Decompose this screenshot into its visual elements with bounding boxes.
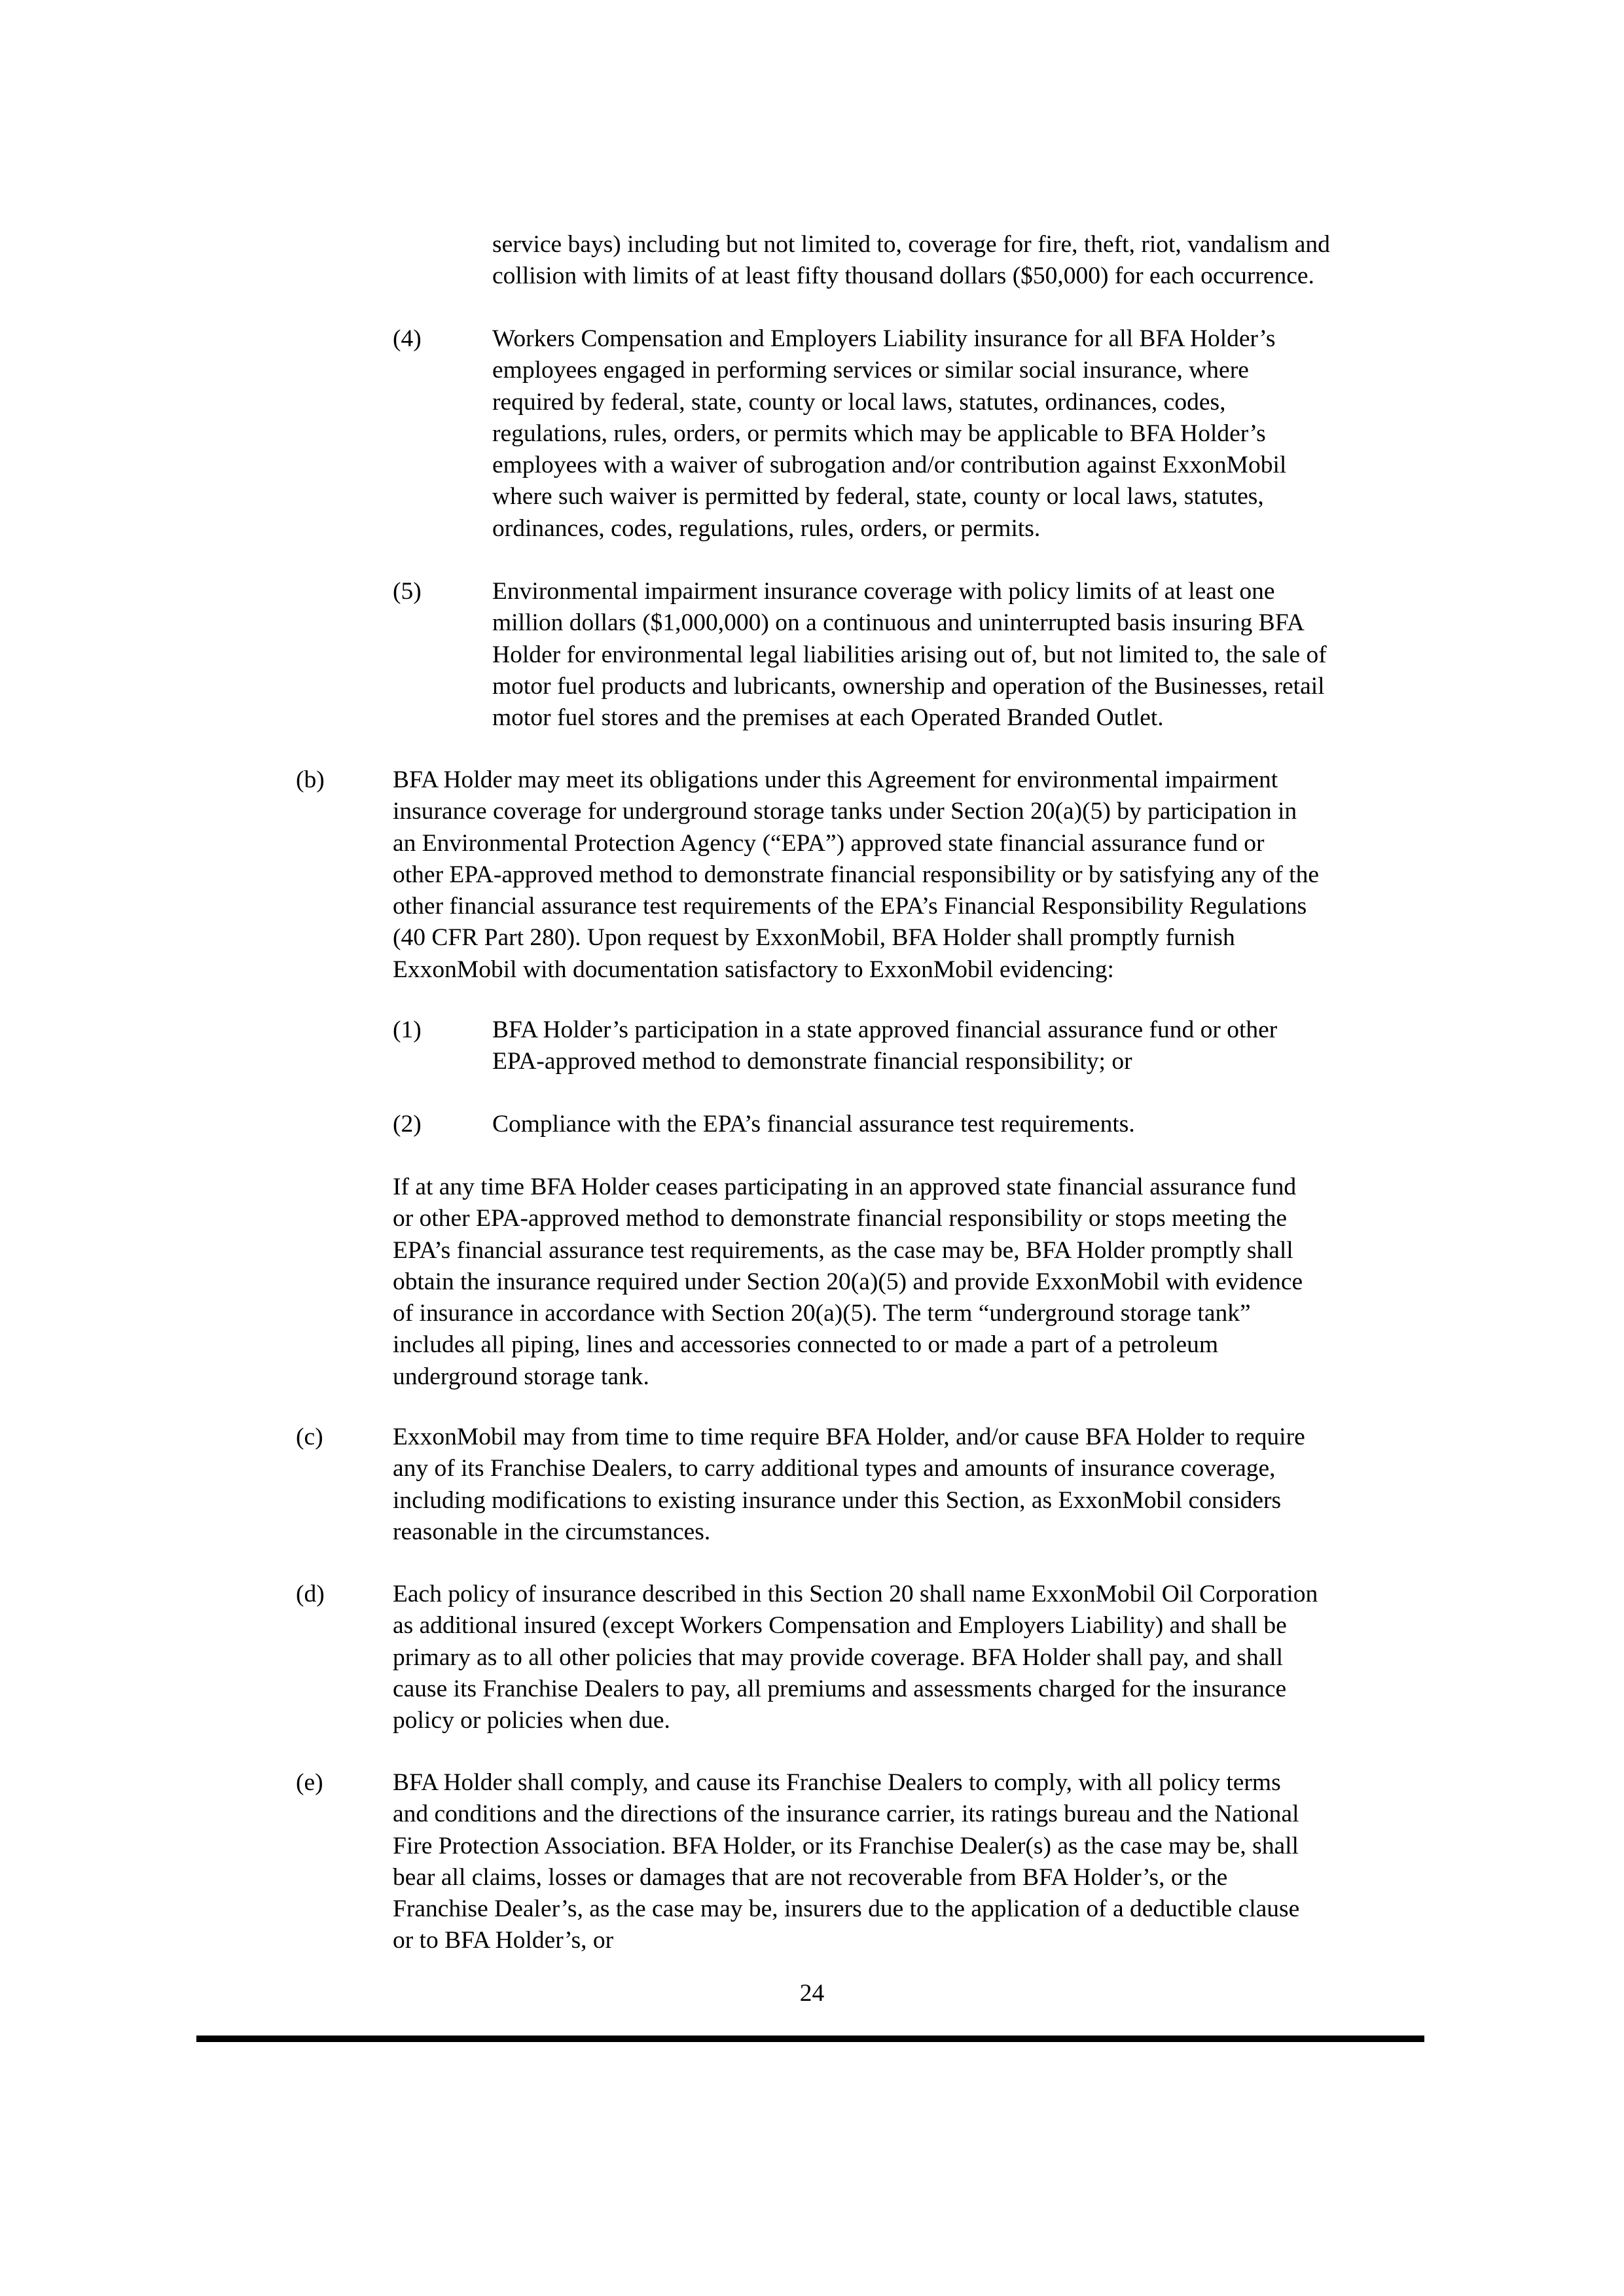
text-line: other EPA-approved method to demonstrate financial responsibility or by satisfying any of the [393,861,1319,888]
text-line: collision with limits of at least fifty thousand dollars ($50,000) for each occurrence. [492,262,1314,290]
text-line: employees engaged in performing services or similar social insurance, where [492,357,1249,384]
text-line: ExxonMobil may from time to time require BFA Holder, and/or cause BFA Holder to require [393,1424,1305,1450]
section-b-sub-2-paragraph [492,1109,1135,1140]
section-b-label: (b) [296,766,325,793]
text-line: policy or policies when due. [393,1707,670,1734]
text-line: includes all piping, lines and accessories connected to or made a part of a petroleum [393,1331,1219,1359]
text-line: Each policy of insurance described in this Section 20 shall name ExxonMobil Oil Corporation [393,1581,1318,1607]
section-d-label: (d) [296,1581,325,1607]
text-line: of insurance in accordance with Section 20(a)(5). The term “underground storage tank” [393,1300,1251,1327]
section-c-label: (c) [296,1424,323,1450]
text-line: required by federal, state, county or local laws, statutes, ordinances, codes, [492,388,1226,416]
text-line: BFA Holder shall comply, and cause its Franchise Dealers to comply, with all policy terms [393,1769,1281,1796]
text-line: Franchise Dealer’s, as the case may be, insurers due to the application of a deductible clause [393,1895,1300,1923]
text-line: BFA Holder’s participation in a state approved financial assurance fund or other [492,1016,1278,1043]
text-line: or to BFA Holder’s, or [393,1927,614,1954]
section-b-sub-2-label: (2) [393,1111,422,1138]
text-line: insurance coverage for underground storage tanks under Section 20(a)(5) by participation in [393,798,1297,825]
section-b-closing-paragraph [393,1172,1303,1393]
text-line: motor fuel products and lubricants, ownership and operation of the Businesses, retail [492,672,1325,700]
text-line: million dollars ($1,000,000) on a continuous and uninterrupted basis insuring BFA [492,609,1305,637]
text-line: and conditions and the directions of the insurance carrier, its ratings bureau and the National [393,1801,1299,1828]
item-5-paragraph [492,576,1327,734]
item-4-label: (4) [393,325,422,352]
text-line: Compliance with the EPA’s financial assurance test requirements. [492,1111,1135,1138]
section-b-sub-1-paragraph [492,1014,1277,1078]
section-c-paragraph [393,1422,1305,1548]
text-line: ordinances, codes, regulations, rules, orders, or permits. [492,514,1041,542]
text-line: or other EPA-approved method to demonstrate financial responsibility or stops meeting the [393,1205,1288,1232]
text-line: an Environmental Protection Agency (“EPA”) approved state financial assurance fund or [393,829,1265,857]
section-b-paragraph [393,764,1319,986]
text-line: employees with a waiver of subrogation and/or contribution against ExxonMobil [492,452,1287,479]
text-line: any of its Franchise Dealers, to carry additional types and amounts of insurance coverage, [393,1455,1276,1482]
text-line: as additional insured (except Workers Compensation and Employers Liability) and shall be [393,1612,1287,1640]
item-4-paragraph [492,323,1286,545]
text-line: regulations, rules, orders, or permits which may be applicable to BFA Holder’s [492,420,1266,447]
text-line: primary as to all other policies that may provide coverage. BFA Holder shall pay, and shall [393,1643,1284,1671]
section-d-paragraph [393,1579,1318,1736]
text-line: underground storage tank. [393,1363,649,1390]
footer-rule [196,2036,1424,2042]
item-5-label: (5) [393,578,422,605]
text-line: obtain the insurance required under Section 20(a)(5) and provide ExxonMobil with evidence [393,1268,1303,1295]
continuation-paragraph [492,229,1330,293]
section-e-label: (e) [296,1769,323,1796]
text-line: Workers Compensation and Employers Liability insurance for all BFA Holder’s [492,325,1276,352]
text-line: EPA’s financial assurance test requirements, as the case may be, BFA Holder promptly shall [393,1236,1293,1264]
text-line: reasonable in the circumstances. [393,1518,711,1545]
text-line: ExxonMobil with documentation satisfactory to ExxonMobil evidencing: [393,956,1114,983]
text-line: EPA-approved method to demonstrate financial responsibility; or [492,1048,1132,1075]
section-b-sub-1-label: (1) [393,1016,422,1043]
text-line: If at any time BFA Holder ceases participating in an approved state financial assurance fund [393,1174,1297,1200]
page-number: 24 [799,1980,825,2007]
text-line: (40 CFR Part 280). Upon request by ExxonMobil, BFA Holder shall promptly furnish [393,924,1235,952]
text-line: motor fuel stores and the premises at each Operated Branded Outlet. [492,704,1164,732]
text-line: service bays) including but not limited to, coverage for fire, theft, riot, vandalism and [492,231,1330,258]
text-line: Environmental impairment insurance coverage with policy limits of at least one [492,578,1275,605]
text-line: BFA Holder may meet its obligations under this Agreement for environmental impairment [393,766,1278,793]
text-line: including modifications to existing insurance under this Section, as ExxonMobil considers [393,1486,1282,1514]
text-line: Holder for environmental legal liabilities arising out of, but not limited to, the sale of [492,641,1327,668]
text-line: other financial assurance test requirements of the EPA’s Financial Responsibility Regulations [393,893,1307,920]
text-line: Fire Protection Association. BFA Holder, or its Franchise Dealer(s) as the case may be, shall [393,1832,1299,1859]
section-e-paragraph [393,1767,1299,1957]
text-line: where such waiver is permitted by federal, state, county or local laws, statutes, [492,483,1264,511]
text-line: cause its Franchise Dealers to pay, all premiums and assessments charged for the insurance [393,1675,1287,1702]
text-line: bear all claims, losses or damages that are not recoverable from BFA Holder’s, or the [393,1863,1228,1891]
